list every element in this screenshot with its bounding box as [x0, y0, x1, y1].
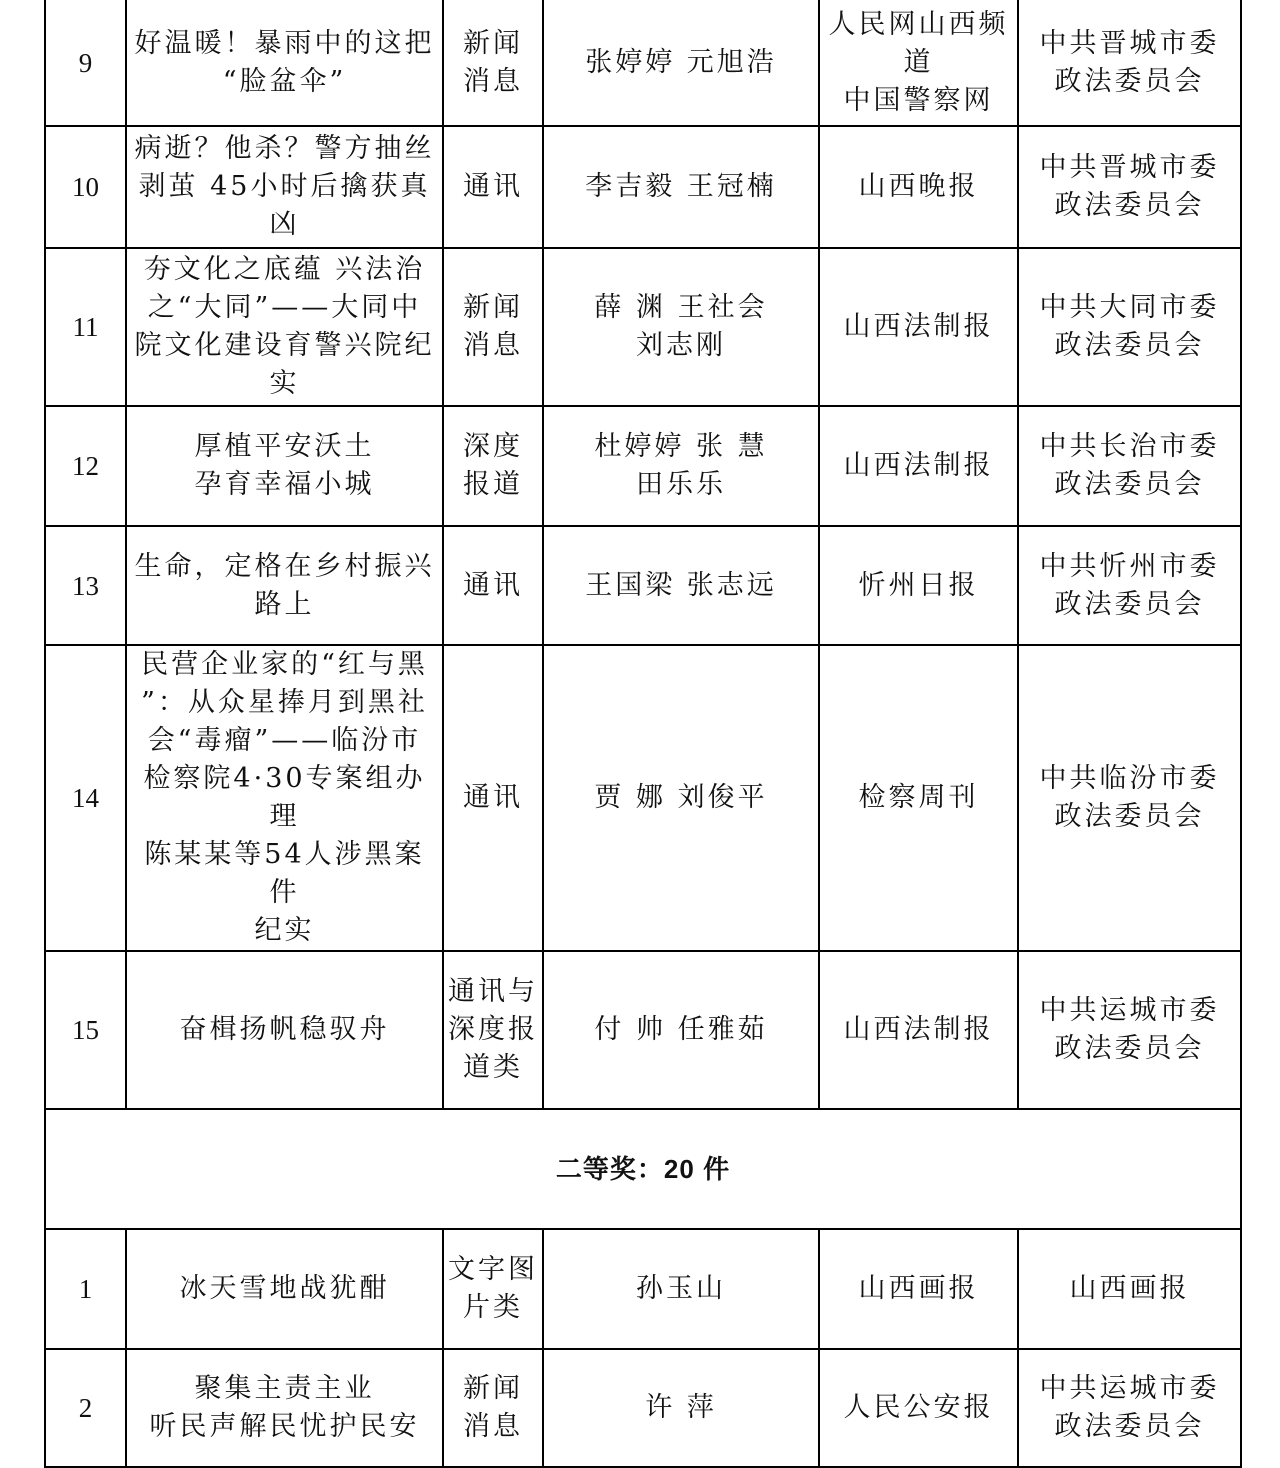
cell-recommender: 中共晋城市委 政法委员会: [1018, 126, 1241, 248]
cell-number: 15: [45, 951, 126, 1109]
cell-category: 新闻 消息: [443, 0, 543, 126]
cell-authors: 李吉毅 王冠楠: [543, 126, 819, 248]
cell-category: 通讯与 深度报 道类: [443, 951, 543, 1109]
cell-authors: 许 萍: [543, 1349, 819, 1467]
cell-media: 山西画报: [819, 1229, 1018, 1349]
cell-authors: 贾 娜 刘俊平: [543, 645, 819, 951]
cell-media: 山西法制报: [819, 951, 1018, 1109]
table-row: [45, 951, 1241, 1109]
cell-media: 山西晚报: [819, 126, 1018, 248]
cell-category: 深度 报道: [443, 406, 543, 526]
cell-authors: 薛 渊 王社会 刘志刚: [543, 248, 819, 406]
cell-title: 冰天雪地战犹酣: [126, 1229, 443, 1349]
cell-number: 1: [45, 1229, 126, 1349]
cell-authors: 王国梁 张志远: [543, 526, 819, 645]
cell-number: 14: [45, 645, 126, 951]
cell-recommender: 中共运城市委 政法委员会: [1018, 951, 1241, 1109]
cell-number: 9: [45, 0, 126, 126]
table-row: [45, 126, 1241, 248]
cell-category: 通讯: [443, 126, 543, 248]
table-row: [45, 1229, 1241, 1349]
cell-recommender: 山西画报: [1018, 1229, 1241, 1349]
cell-title: 民营企业家的“红与黑 ”：从众星捧月到黑社 会“毒瘤”——临汾市 检察院4·30专案组办理 陈某某等54人涉黑案件 纪实: [126, 645, 443, 951]
table-row: [45, 248, 1241, 406]
table-row: [45, 645, 1241, 951]
cell-authors: 孙玉山: [543, 1229, 819, 1349]
cell-title: 好温暖！暴雨中的这把 “脸盆伞”: [126, 0, 443, 126]
section-row: [45, 1109, 1241, 1229]
cell-recommender: 中共运城市委 政法委员会: [1018, 1349, 1241, 1467]
cell-media: 山西法制报: [819, 248, 1018, 406]
cell-media: 人民网山西频 道 中国警察网: [819, 0, 1018, 126]
cell-title: 病逝？他杀？警方抽丝 剥茧 45小时后擒获真 凶: [126, 126, 443, 248]
cell-number: 10: [45, 126, 126, 248]
cell-category: 新闻 消息: [443, 248, 543, 406]
cell-number: 13: [45, 526, 126, 645]
cell-category: 通讯: [443, 526, 543, 645]
cell-title: 夯文化之底蕴 兴法治 之“大同”——大同中 院文化建设育警兴院纪 实: [126, 248, 443, 406]
cell-media: 忻州日报: [819, 526, 1018, 645]
table-row: [45, 1349, 1241, 1467]
cell-recommender: 中共长治市委 政法委员会: [1018, 406, 1241, 526]
cell-category: 新闻 消息: [443, 1349, 543, 1467]
cell-number: 11: [45, 248, 126, 406]
cell-media: 人民公安报: [819, 1349, 1018, 1467]
cell-title: 聚集主责主业 听民声解民忧护民安: [126, 1349, 443, 1467]
cell-category: 通讯: [443, 645, 543, 951]
cell-number: 12: [45, 406, 126, 526]
cell-authors: 张婷婷 元旭浩: [543, 0, 819, 126]
awards-table: [44, 0, 1242, 1468]
cell-title: 奋楫扬帆稳驭舟: [126, 951, 443, 1109]
table-row: [45, 406, 1241, 526]
cell-recommender: 中共临汾市委 政法委员会: [1018, 645, 1241, 951]
cell-recommender: 中共晋城市委 政法委员会: [1018, 0, 1241, 126]
cell-authors: 付 帅 任雅茹: [543, 951, 819, 1109]
cell-media: 山西法制报: [819, 406, 1018, 526]
cell-title: 厚植平安沃土 孕育幸福小城: [126, 406, 443, 526]
cell-category: 文字图 片类: [443, 1229, 543, 1349]
cell-recommender: 中共大同市委 政法委员会: [1018, 248, 1241, 406]
cell-media: 检察周刊: [819, 645, 1018, 951]
table-row: [45, 0, 1241, 126]
cell-recommender: 中共忻州市委 政法委员会: [1018, 526, 1241, 645]
cell-authors: 杜婷婷 张 慧 田乐乐: [543, 406, 819, 526]
cell-number: 2: [45, 1349, 126, 1467]
table-row: [45, 526, 1241, 645]
section-heading: 二等奖：20 件: [45, 1109, 1241, 1229]
cell-title: 生命，定格在乡村振兴 路上: [126, 526, 443, 645]
